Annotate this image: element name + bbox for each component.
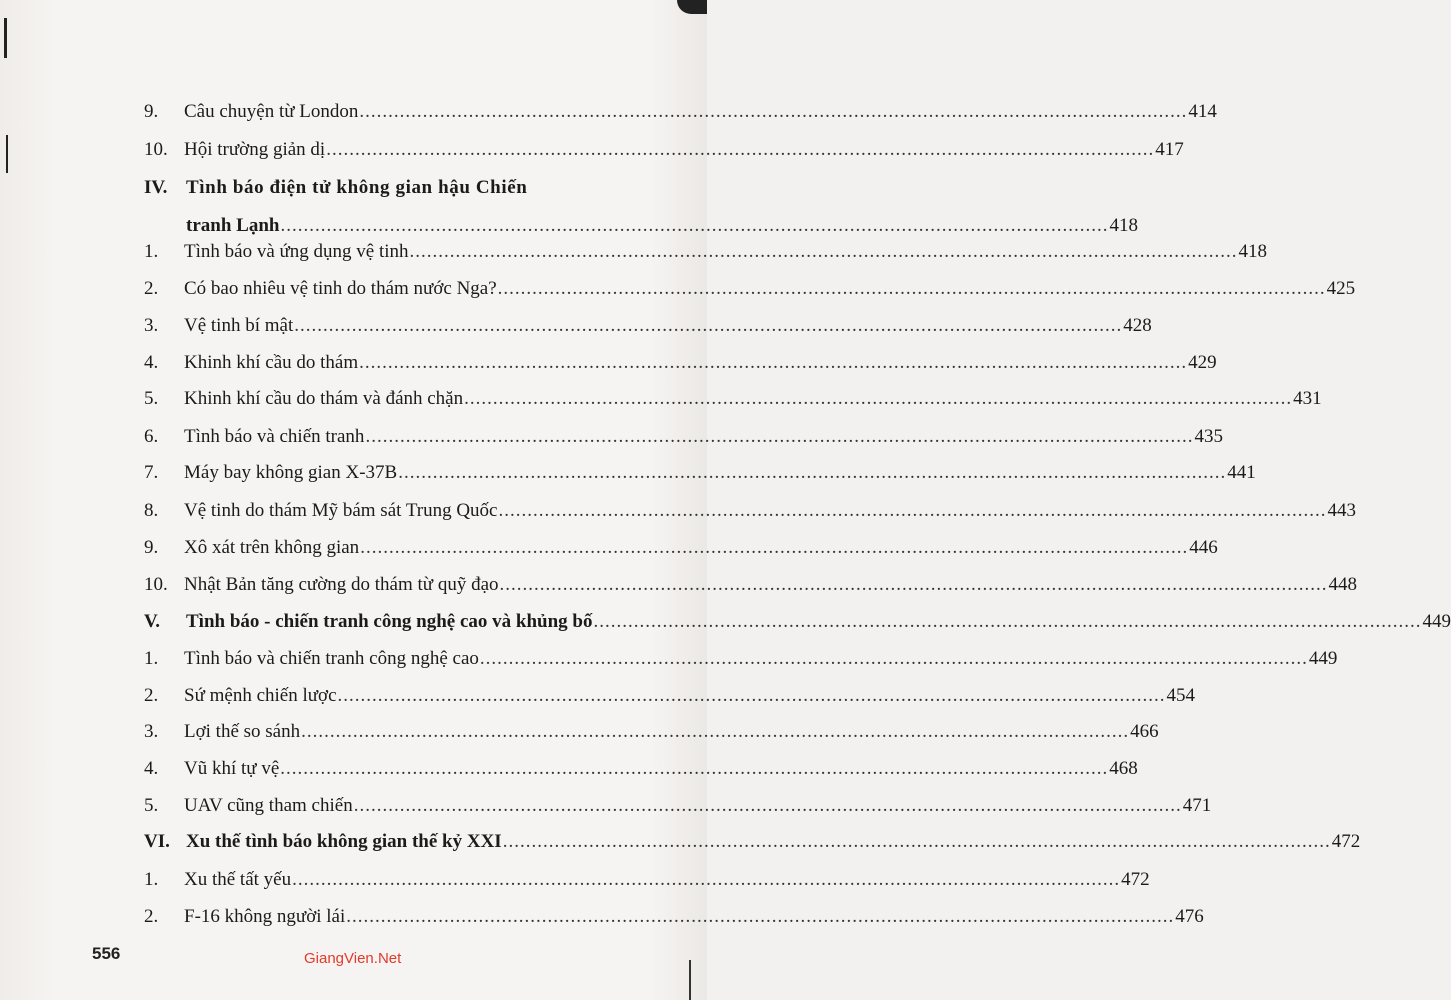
toc-entry-title: Sứ mệnh chiến lược (184, 685, 337, 706)
dot-leader: ................................................................................................................................................ (292, 869, 1121, 890)
toc-entry-page: 449 (1308, 648, 1338, 669)
toc-entry-body (184, 647, 1338, 671)
toc-entry-title: tranh Lạnh (186, 215, 280, 236)
toc-entry-body (184, 720, 1159, 744)
toc-entry-page: 449 (1422, 611, 1451, 632)
toc-entry-number: VI. (144, 831, 170, 852)
toc-entry-page: 446 (1189, 537, 1218, 558)
toc-entry-page: 428 (1123, 315, 1152, 336)
dot-leader: ................................................................................................................................................ (337, 685, 1166, 706)
toc-entry-title: F-16 không người lái (184, 906, 346, 927)
toc-entry-body (184, 536, 1218, 560)
toc-entry-title: Khinh khí cầu do thám (184, 352, 359, 373)
toc-entry-body (184, 314, 1152, 338)
toc-entry-title: UAV cũng tham chiến (184, 795, 353, 816)
toc-entry-number: V. (144, 611, 161, 632)
toc-entry-body (184, 351, 1217, 375)
dot-leader: ................................................................................................................................................ (360, 537, 1189, 558)
toc-entry-title: Vệ tinh bí mật (184, 315, 294, 336)
toc-entry-number: 2. (144, 906, 159, 927)
toc-entry-title: Tình báo và ứng dụng vệ tinh (184, 241, 409, 262)
toc-entry-number: 3. (144, 721, 159, 742)
toc-entry-title: Tình báo - chiến tranh công nghệ cao và khủng bố (186, 611, 593, 632)
toc-entry-body (184, 757, 1138, 781)
toc-entry-body (184, 461, 1256, 485)
dot-leader: ................................................................................................................................................ (464, 388, 1293, 409)
toc-entry-page: 454 (1166, 685, 1196, 706)
toc-entry-page: 468 (1109, 758, 1138, 779)
toc-entry-page: 418 (1109, 215, 1138, 236)
toc-entry-number: 5. (144, 795, 159, 816)
toc-entry-page: 476 (1175, 906, 1204, 927)
toc-entry-title: Vệ tinh do thám Mỹ bám sát Trung Quốc (184, 500, 498, 521)
toc-entry-page: 472 (1331, 831, 1361, 852)
toc-entry-body (184, 387, 1322, 411)
toc-entry-page: 466 (1130, 721, 1159, 742)
toc-entry-page: 448 (1328, 574, 1358, 595)
toc-entry-body (186, 610, 1451, 634)
toc-entry-page: 414 (1188, 101, 1217, 122)
toc-entry-page: 472 (1121, 869, 1150, 890)
toc-entry-title: Xu thế tất yếu (184, 869, 292, 890)
toc-entry-page: 441 (1227, 462, 1256, 483)
toc-entry-number: IV. (144, 177, 168, 198)
dot-leader: ................................................................................................................................................ (497, 278, 1326, 299)
toc-entry-body (186, 830, 1361, 854)
dot-leader: ................................................................................................................................................ (479, 648, 1308, 669)
toc-entry-body (184, 794, 1212, 818)
dot-leader: ................................................................................................................................................ (359, 352, 1188, 373)
toc-entry-number: 7. (144, 462, 159, 483)
toc-entry-number: 9. (144, 101, 159, 122)
toc-entry-body (184, 100, 1217, 124)
toc-entry-title: Máy bay không gian X-37B (184, 462, 398, 483)
toc-entry-title: Có bao nhiêu vệ tinh do thám nước Nga? (184, 278, 497, 299)
toc-entry-page: 418 (1238, 241, 1268, 262)
toc-entry-page: 431 (1293, 388, 1322, 409)
toc-entry-body (184, 138, 1184, 162)
toc-entry-title: Lợi thế so sánh (184, 721, 301, 742)
dot-leader: ................................................................................................................................................ (353, 795, 1182, 816)
dot-leader: ................................................................................................................................................ (502, 831, 1331, 852)
toc-entry-page: 435 (1194, 426, 1223, 447)
toc-entry-number: 10. (144, 574, 168, 595)
dot-leader: ................................................................................................................................................ (359, 101, 1188, 122)
dot-leader: ................................................................................................................................................ (346, 906, 1175, 927)
toc-entry-page: 443 (1327, 500, 1356, 521)
toc-entry-number: 2. (144, 278, 159, 299)
toc-entry-number: 4. (144, 758, 159, 779)
toc-entry-body (184, 905, 1204, 929)
toc-entry-title: Xu thế tình báo không gian thế kỷ XXI (186, 831, 502, 852)
toc-entry-title: Tình báo và chiến tranh (184, 426, 365, 447)
toc-entry-page: 471 (1182, 795, 1212, 816)
dot-leader: ................................................................................................................................................ (398, 462, 1227, 483)
toc-entry-number: 1. (144, 241, 159, 262)
toc-entry-title-line1: Tình báo điện tử không gian hậu Chiến (186, 177, 528, 198)
toc-entry-title: Xô xát trên không gian (184, 537, 360, 558)
toc-entry-title: Nhật Bản tăng cường do thám từ quỹ đạo (184, 574, 499, 595)
dot-leader: ................................................................................................................................................ (365, 426, 1194, 447)
toc-entry-body (184, 684, 1196, 708)
toc-entry-number: 1. (144, 648, 159, 669)
toc-entry-number: 2. (144, 685, 159, 706)
toc-entry-body (184, 868, 1150, 892)
toc-entry-number: 9. (144, 537, 159, 558)
toc-entry-page: 417 (1155, 139, 1184, 160)
toc-entry-title: Vũ khí tự vệ (184, 758, 280, 779)
toc-entry-body (184, 240, 1268, 264)
dot-leader: ................................................................................................................................................ (280, 758, 1109, 779)
page-number: 556 (92, 944, 121, 963)
toc-entry-number: 8. (144, 500, 159, 521)
toc-entry-body (184, 499, 1356, 523)
dot-leader: ................................................................................................................................................ (499, 574, 1328, 595)
toc-entry-title: Khinh khí cầu do thám và đánh chặn (184, 388, 464, 409)
toc-entry-title: Hội trường giản dị (184, 139, 326, 160)
dot-leader: ................................................................................................................................................ (326, 139, 1155, 160)
toc-entry-body (184, 277, 1356, 301)
dot-leader: ................................................................................................................................................ (409, 241, 1238, 262)
toc-entry-title: Tình báo và chiến tranh công nghệ cao (184, 648, 479, 669)
dot-leader: ................................................................................................................................................ (280, 215, 1109, 236)
toc-entry-body (184, 573, 1358, 597)
toc-entry-body (184, 425, 1223, 449)
toc-entry-page: 429 (1188, 352, 1217, 373)
dot-leader: ................................................................................................................................................ (294, 315, 1123, 336)
dot-leader: ................................................................................................................................................ (301, 721, 1130, 742)
toc-entry-number: 3. (144, 315, 159, 336)
toc-entry-number: 10. (144, 139, 168, 160)
toc-entry-number: 4. (144, 352, 159, 373)
toc-entry-number: 5. (144, 388, 159, 409)
toc-entry-number: 1. (144, 869, 159, 890)
toc-entry-number: 6. (144, 426, 159, 447)
dot-leader: ................................................................................................................................................ (593, 611, 1422, 632)
watermark: GiangVien.Net (304, 950, 402, 967)
toc-entry-page: 425 (1326, 278, 1356, 299)
dot-leader: ................................................................................................................................................ (498, 500, 1327, 521)
toc-entry-title: Câu chuyện từ London (184, 101, 359, 122)
toc-entry-body (186, 214, 1138, 238)
